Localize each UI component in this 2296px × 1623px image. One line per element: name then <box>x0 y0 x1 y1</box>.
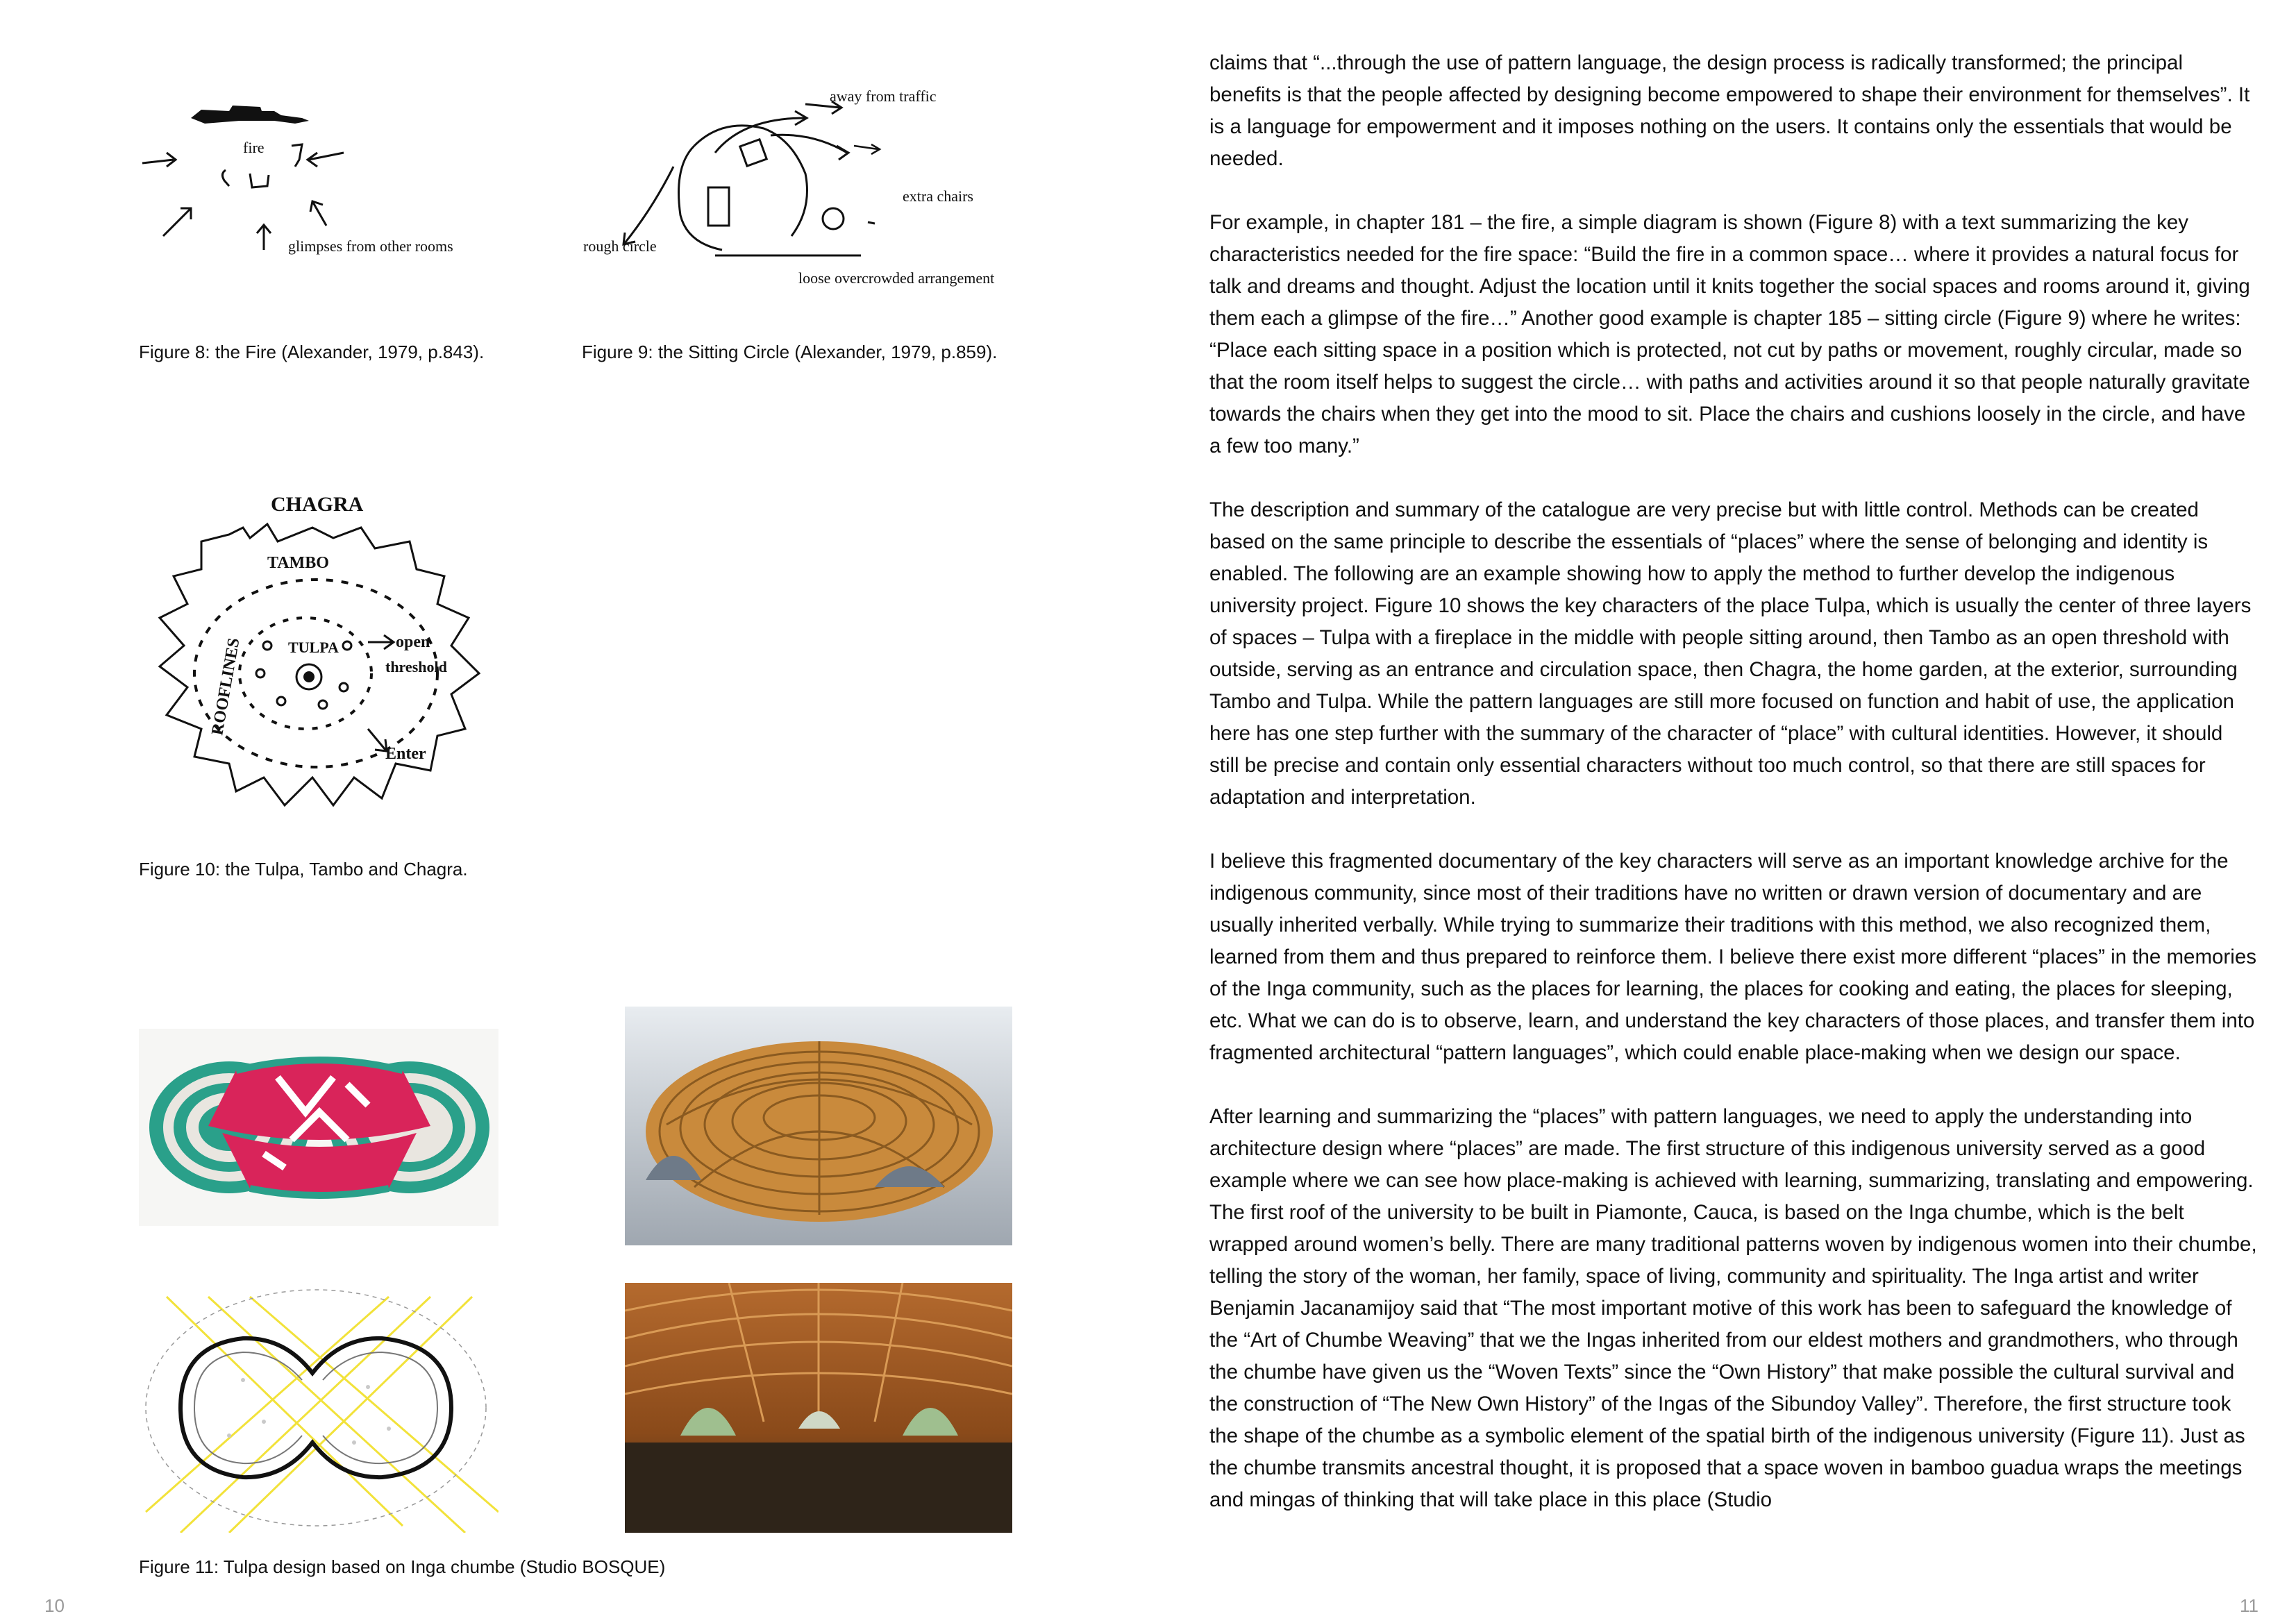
fire-label: fire <box>243 139 265 156</box>
paragraph-5: After learning and summarizing the “places” with pattern languages, we need to apply the understanding into architecture design where “places” are made. The first structure of this indigenous university served as a good example where we can see how place-making is achieved with learning, summarizing, translating and empowering. The first roof of the university to be built in Piamonte, Cauca, is based on the Inga chumbe, which is the belt wrapped around women’s belly. There are many traditional patterns woven by indigenous women into their chumbe, telling the story of the woman, her family, space of living, community and spirituality. The Inga artist and writer Benjamin Jacanamijoy said that “The most important motive of this work has been to safeguard the knowledge of the “Art of Chumbe Weaving” that we the Ingas inherited from our eldest mothers and grandmothers, who through the chumbe have given us the “Woven Texts” since the “Own History” that make possible the cultural survival and the construction of “The New Own History” of the Ingas of the Sibundoy Valley”. Therefore, the first structure took the shape of the chumbe as a symbolic element of the spatial birth of the indigenous university (Figure 11). Just as the chumbe transmits ancestral thought, it is proposed that a space woven in bamboo guadua wraps the meetings and mingas of thinking that will take place in this place (Studio <box>1209 1105 2257 1511</box>
figure-9-caption: Figure 9: the Sitting Circle (Alexander, 1979, p.859). <box>582 342 998 362</box>
enter-label: Enter <box>385 745 426 763</box>
figure-10-tulpa-sketch <box>146 486 500 819</box>
paragraph-4: I believe this fragmented documentary of the key characters will serve as an important knowledge archive for the indigenous community, since most of their traditions have no written or drawn version of documentary and are usually inherited verbally. While trying to summarize their traditions with this method, we also recognized them, learned from them and thus prepared to reinforce them. I believe there exist more different “places” in the memories of the Inga community, such as the places for learning, the places for cooking and eating, the places for sleeping, etc. What we can do is to observe, learn, and understand the key characters of those places, and transfer them into fragmented architectural “pattern languages”, which could enable place-making when we design our space. <box>1209 850 2256 1064</box>
paragraph-1: claims that “...through the use of pattern language, the design process is radically transformed; the principal benefits is that the people affected by designing become empowered to shape their environment for themselves”. It is a language for empowerment and it imposes nothing on the users. It contains only the essentials that would be needed. <box>1209 51 2250 170</box>
extra-chairs-label: extra chairs <box>903 187 973 205</box>
threshold-label: threshold <box>385 658 447 675</box>
loose-arrangement-label: loose overcrowded arrangement <box>798 269 995 287</box>
figure-10-caption: Figure 10: the Tulpa, Tambo and Chagra. <box>139 859 468 880</box>
figure-11-caption: Figure 11: Tulpa design based on Inga chumbe (Studio BOSQUE) <box>139 1556 666 1577</box>
tulpa-label: TULPA <box>288 639 339 656</box>
chagra-label: CHAGRA <box>271 493 364 516</box>
bamboo-roof-interior-image <box>625 1283 1012 1533</box>
glimpses-label: glimpses from other rooms <box>288 237 453 255</box>
page-number-left: 10 <box>44 1595 65 1616</box>
away-from-traffic-label: away from traffic <box>830 87 937 105</box>
paragraph-3: The description and summary of the catalogue are very precise but with little control. Methods can be created based on the same principle to describe the essentials of “places” where the sense of belonging and identity is enabled. The following are an example showing how to apply the method to further develop the indigenous university project. Figure 10 shows the key characters of the place Tulpa, which is usually the center of three layers of spaces – Tulpa with a fireplace in the middle with people sitting around, then Tambo as an open threshold with outside, serving as an entrance and circulation space, then Chagra, the home garden, at the exterior, surrounding Tambo and Tulpa. While the pattern languages are still more focused on function and habit of use, the application here has one step further with the summary of the character of “place” with cultural identities. However, it should still be precise and contain only essential characters without too much control, so that there are still spaces for adaptation and interpretation. <box>1209 498 2252 809</box>
rooflines-label: ROOFLINES <box>208 637 244 737</box>
figure-8-fire-sketch <box>135 97 496 264</box>
paragraph-2: For example, in chapter 181 – the fire, a simple diagram is shown (Figure 8) with a text summarizing the key characteristics needed for the fire space: “Build the fire in a common space… where it provides a natural focus for talk and dreams and thought. Adjust the location until it knits together the social spaces and rooms around it, giving them each a glimpse of the fire…” Another good example is chapter 185 – sitting circle (Figure 9) where he writes: “Place each sitting space in a position which is protected, not cut by paths or movement, roughly circular, made so that the room itself helps to suggest the circle… with paths and activities around it so that people naturally gravitate towards the chairs when they get into the mood to sit. Place the chairs and cushions loosely in the circle, and have a few too many.” <box>1209 211 2250 457</box>
bamboo-roof-render-image <box>625 1007 1012 1245</box>
tambo-label: TAMBO <box>267 554 329 572</box>
rough-circle-label: rough circle <box>583 237 657 255</box>
page-number-right: 11 <box>2240 1595 2259 1616</box>
open-label: open <box>396 633 430 651</box>
figure-8-caption: Figure 8: the Fire (Alexander, 1979, p.843). <box>139 342 485 362</box>
body-text <box>1209 47 2258 1548</box>
chumbe-belt-image <box>139 1029 498 1226</box>
tulpa-floor-plan-image <box>139 1283 498 1533</box>
figure-9-sitting-circle-sketch <box>583 76 1028 298</box>
